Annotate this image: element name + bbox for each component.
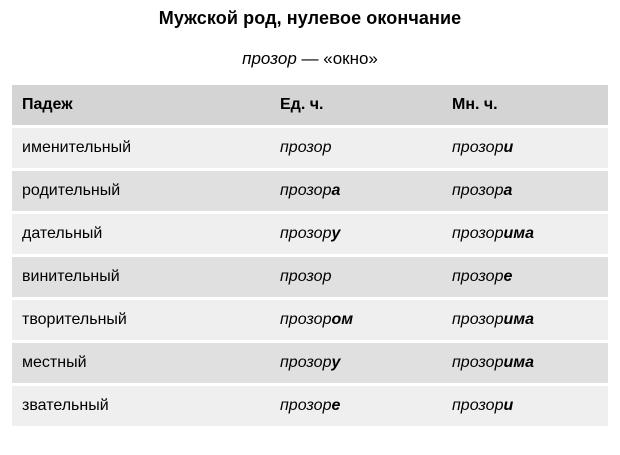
singular-ending: у [331, 225, 341, 242]
plural-stem: прозор [452, 397, 504, 414]
declension-table [12, 85, 608, 426]
table-header-row [12, 85, 608, 127]
plural-form [442, 213, 608, 256]
case-name: местный [12, 342, 270, 385]
singular-ending: ом [331, 311, 354, 328]
table-row [12, 127, 608, 170]
plural-form [442, 256, 608, 299]
plural-stem: прозор [452, 182, 504, 199]
table-row [12, 213, 608, 256]
singular-ending: а [331, 182, 341, 199]
singular-stem: прозор [280, 311, 332, 328]
singular-stem: прозор [280, 139, 332, 156]
page-subtitle [0, 29, 620, 85]
plural-stem: прозор [452, 225, 504, 242]
column-header-case: Падеж [12, 85, 270, 127]
singular-stem: прозор [280, 397, 332, 414]
case-name: дательный [12, 213, 270, 256]
singular-ending: у [331, 354, 341, 371]
singular-form [270, 127, 442, 170]
singular-ending: е [331, 397, 341, 414]
plural-form [442, 127, 608, 170]
case-name: именительный [12, 127, 270, 170]
singular-form [270, 256, 442, 299]
singular-form [270, 299, 442, 342]
table-body [12, 127, 608, 427]
plural-form [442, 385, 608, 427]
table-row [12, 170, 608, 213]
singular-form [270, 342, 442, 385]
plural-stem: прозор [452, 311, 504, 328]
plural-stem: прозор [452, 268, 504, 285]
plural-ending: и [503, 139, 514, 156]
plural-ending: е [503, 268, 513, 285]
case-name: винительный [12, 256, 270, 299]
plural-ending: има [503, 225, 534, 242]
case-name: звательный [12, 385, 270, 427]
plural-ending: и [503, 397, 514, 414]
singular-stem: прозор [280, 268, 332, 285]
plural-form [442, 342, 608, 385]
plural-stem: прозор [452, 139, 504, 156]
plural-ending: има [503, 311, 534, 328]
plural-stem: прозор [452, 354, 504, 371]
singular-stem: прозор [280, 225, 332, 242]
case-name: творительный [12, 299, 270, 342]
singular-stem: прозор [280, 182, 332, 199]
singular-form [270, 385, 442, 427]
singular-form [270, 170, 442, 213]
plural-form [442, 170, 608, 213]
page-title: Мужской род, нулевое окончание [158, 8, 462, 28]
table-row [12, 299, 608, 342]
table-row [12, 256, 608, 299]
table-row [12, 342, 608, 385]
singular-stem: прозор [280, 354, 332, 371]
headword-gloss: — «окно» [296, 49, 378, 68]
plural-form [442, 299, 608, 342]
column-header-singular: Ед. ч. [270, 85, 442, 127]
plural-ending: а [503, 182, 513, 199]
headword: прозор [242, 49, 297, 68]
singular-form [270, 213, 442, 256]
table-header [12, 85, 608, 127]
table-row [12, 385, 608, 427]
case-name: родительный [12, 170, 270, 213]
plural-ending: има [503, 354, 534, 371]
column-header-plural: Мн. ч. [442, 85, 608, 127]
